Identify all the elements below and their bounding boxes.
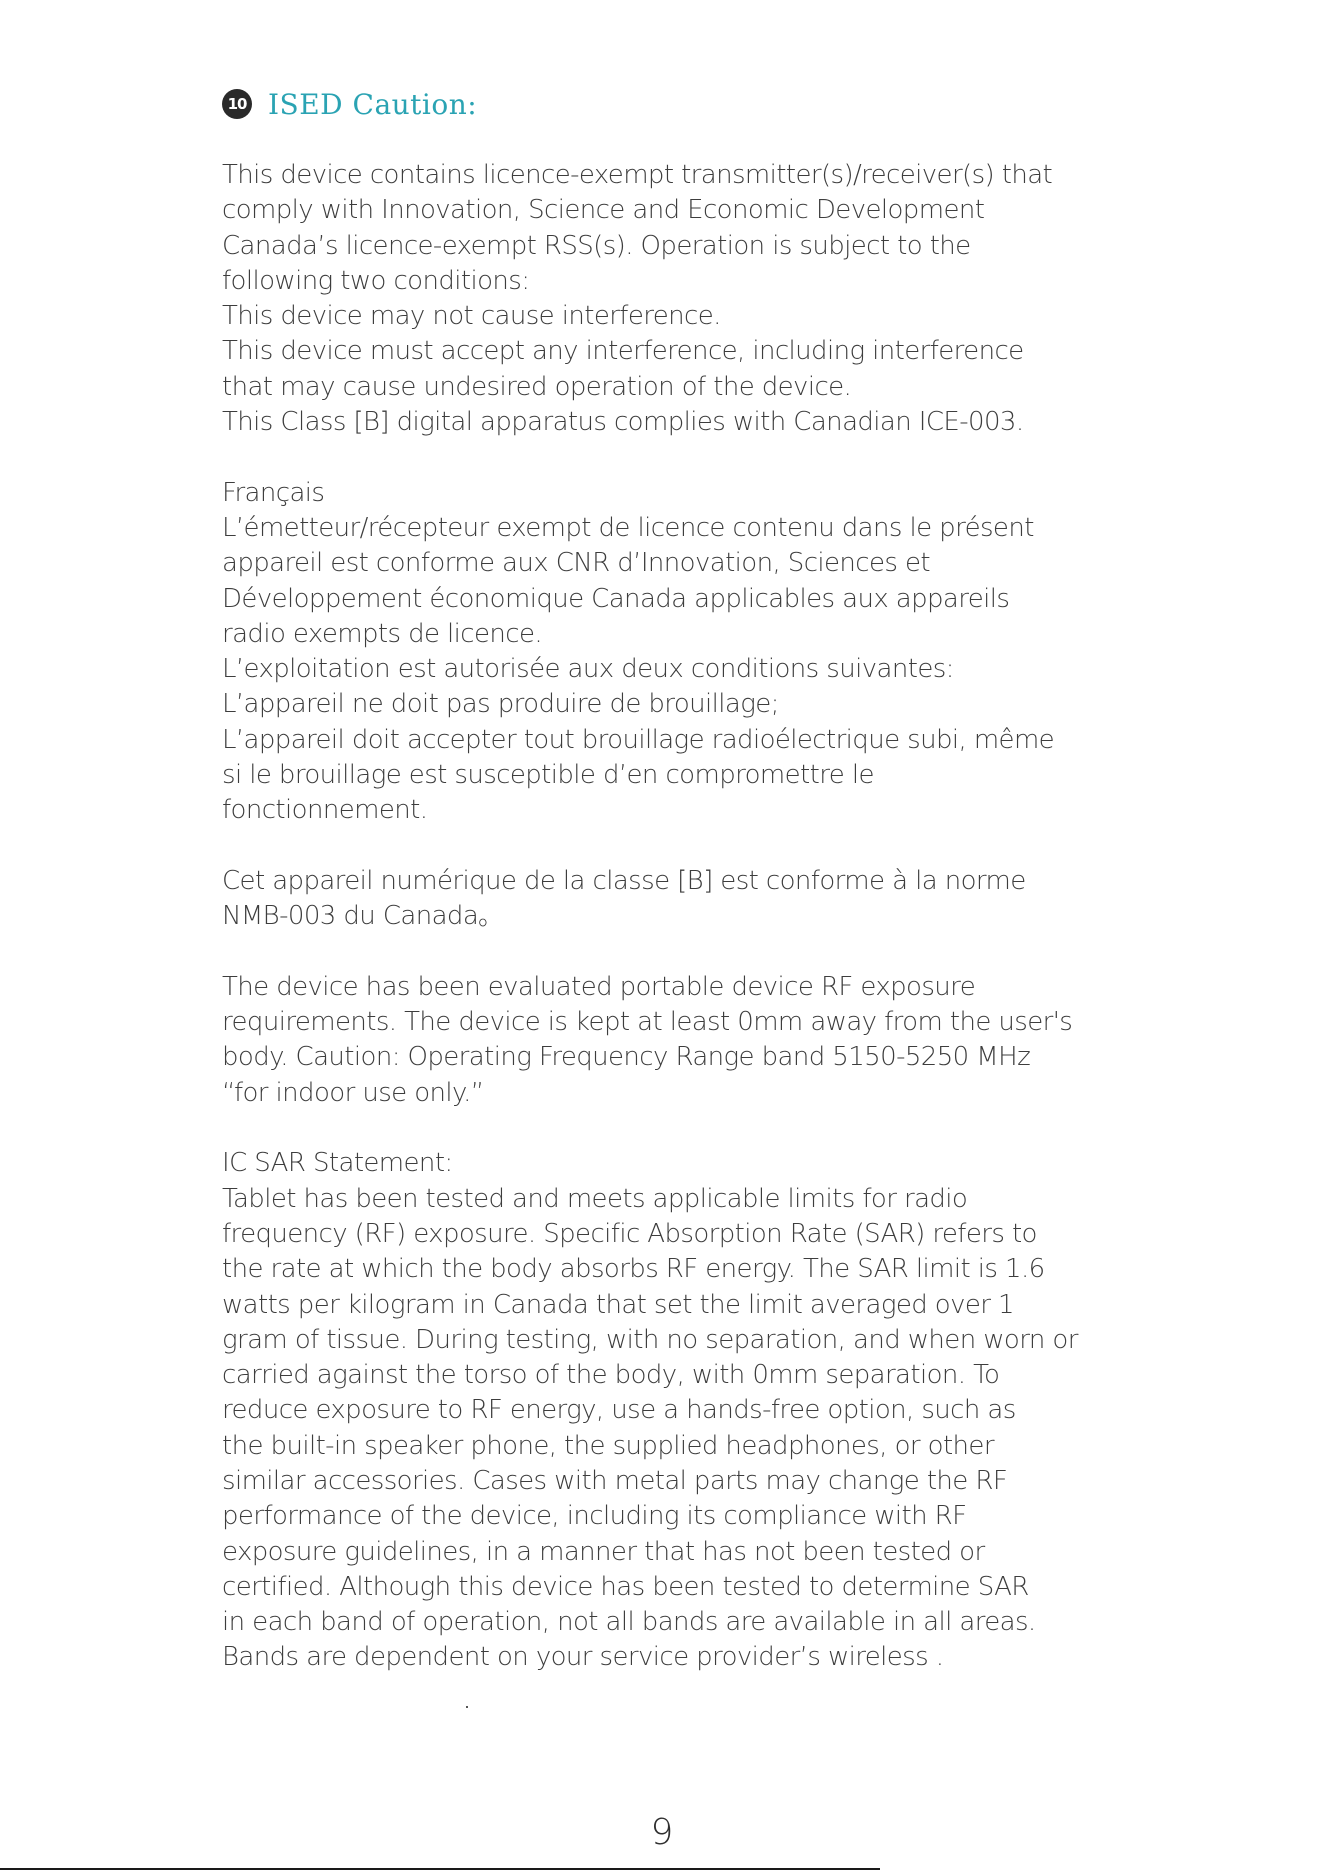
text-line: Tablet has been tested and meets applicable limits for radio [222,1183,968,1214]
text-line: This device must accept any interference, including interference [222,336,1024,367]
text-line: comply with Innovation, Science and Economic Development [222,195,985,226]
text-line: performance of the device, including its compliance with RF [222,1501,967,1532]
text-line: “for indoor use only.” [222,1077,484,1108]
text-line: exposure guidelines, in a manner that has not been tested or [222,1536,985,1567]
section-title: ISED Caution: [268,87,478,121]
text-line: in each band of operation, not all bands are available in all areas. [222,1607,1036,1638]
text-line: Cet appareil numérique de la classe [B] est conforme à la norme [222,865,1026,896]
text-line: carried against the torso of the body, with 0mm separation. To [222,1360,1000,1391]
text-line: The device has been evaluated portable device RF exposure [222,971,976,1002]
section-heading [222,84,477,124]
text-line: radio exempts de licence. [222,618,543,649]
text-line: the built-in speaker phone, the supplied headphones, or other [222,1430,994,1461]
nmb-statement [222,864,1302,935]
text-line: L’émetteur/récepteur exempt de licence contenu dans le présent [222,512,1034,543]
page-number: 9 [650,1812,674,1853]
text-line: that may cause undesired operation of the device. [222,371,852,402]
text-line: L’appareil ne doit pas produire de brouillage; [222,689,779,720]
english-statement [222,158,1302,440]
text-line: Canada’s licence-exempt RSS(s). Operation is subject to the [222,230,971,261]
text-line: This Class [B] digital apparatus complies with Canadian ICE-003. [222,407,1024,438]
text-line: reduce exposure to RF energy, use a hands-free option, such as [222,1395,1016,1426]
text-line: frequency (RF) exposure. Specific Absorption Rate (SAR) refers to [222,1218,1037,1249]
text-line: fonctionnement. [222,795,428,826]
section-number-badge: 10 [222,89,252,119]
paragraph-gap [222,1111,1302,1146]
paragraph-gap [222,829,1302,864]
text-line: gram of tissue. During testing, with no separation, and when worn or [222,1324,1078,1355]
ic-sar-statement [222,1146,1302,1675]
text-line: appareil est conforme aux CNR d’Innovation, Sciences et [222,548,931,579]
text-line: following two conditions: [222,265,530,296]
text-line: similar accessories. Cases with metal parts may change the RF [222,1465,1008,1496]
text-line: L’appareil doit accepter tout brouillage radioélectrique subi, même [222,724,1055,755]
text-line: si le brouillage est susceptible d’en compromettre le [222,760,874,791]
body-text [222,158,1302,1676]
text-line: L’exploitation est autorisée aux deux conditions suivantes: [222,654,954,685]
text-line: This device contains licence-exempt transmitter(s)/receiver(s) that [222,160,1053,190]
text-line: This device may not cause interference. [222,301,721,332]
footer-rule [0,1868,880,1870]
paragraph-gap [222,935,1302,970]
text-line: watts per kilogram in Canada that set the limit averaged over 1 [222,1289,1014,1320]
stray-dot [466,1706,468,1708]
text-line: Développement économique Canada applicables aux appareils [222,583,1010,614]
rf-exposure-statement [222,970,1302,1111]
text-line: NMB-003 du Canada。 [222,901,504,932]
text-line: Français [222,477,325,508]
text-line: the rate at which the body absorbs RF energy. The SAR limit is 1.6 [222,1254,1045,1285]
text-line: requirements. The device is kept at least 0mm away from the user's [222,1007,1073,1038]
text-line: IC SAR Statement: [222,1148,453,1179]
text-line: body. Caution: Operating Frequency Range band 5150-5250 MHz [222,1042,1031,1073]
paragraph-gap [222,440,1302,475]
text-line: Bands are dependent on your service provider’s wireless . [222,1642,944,1673]
text-line: certified. Although this device has been tested to determine SAR [222,1571,1029,1602]
french-statement [222,476,1302,829]
